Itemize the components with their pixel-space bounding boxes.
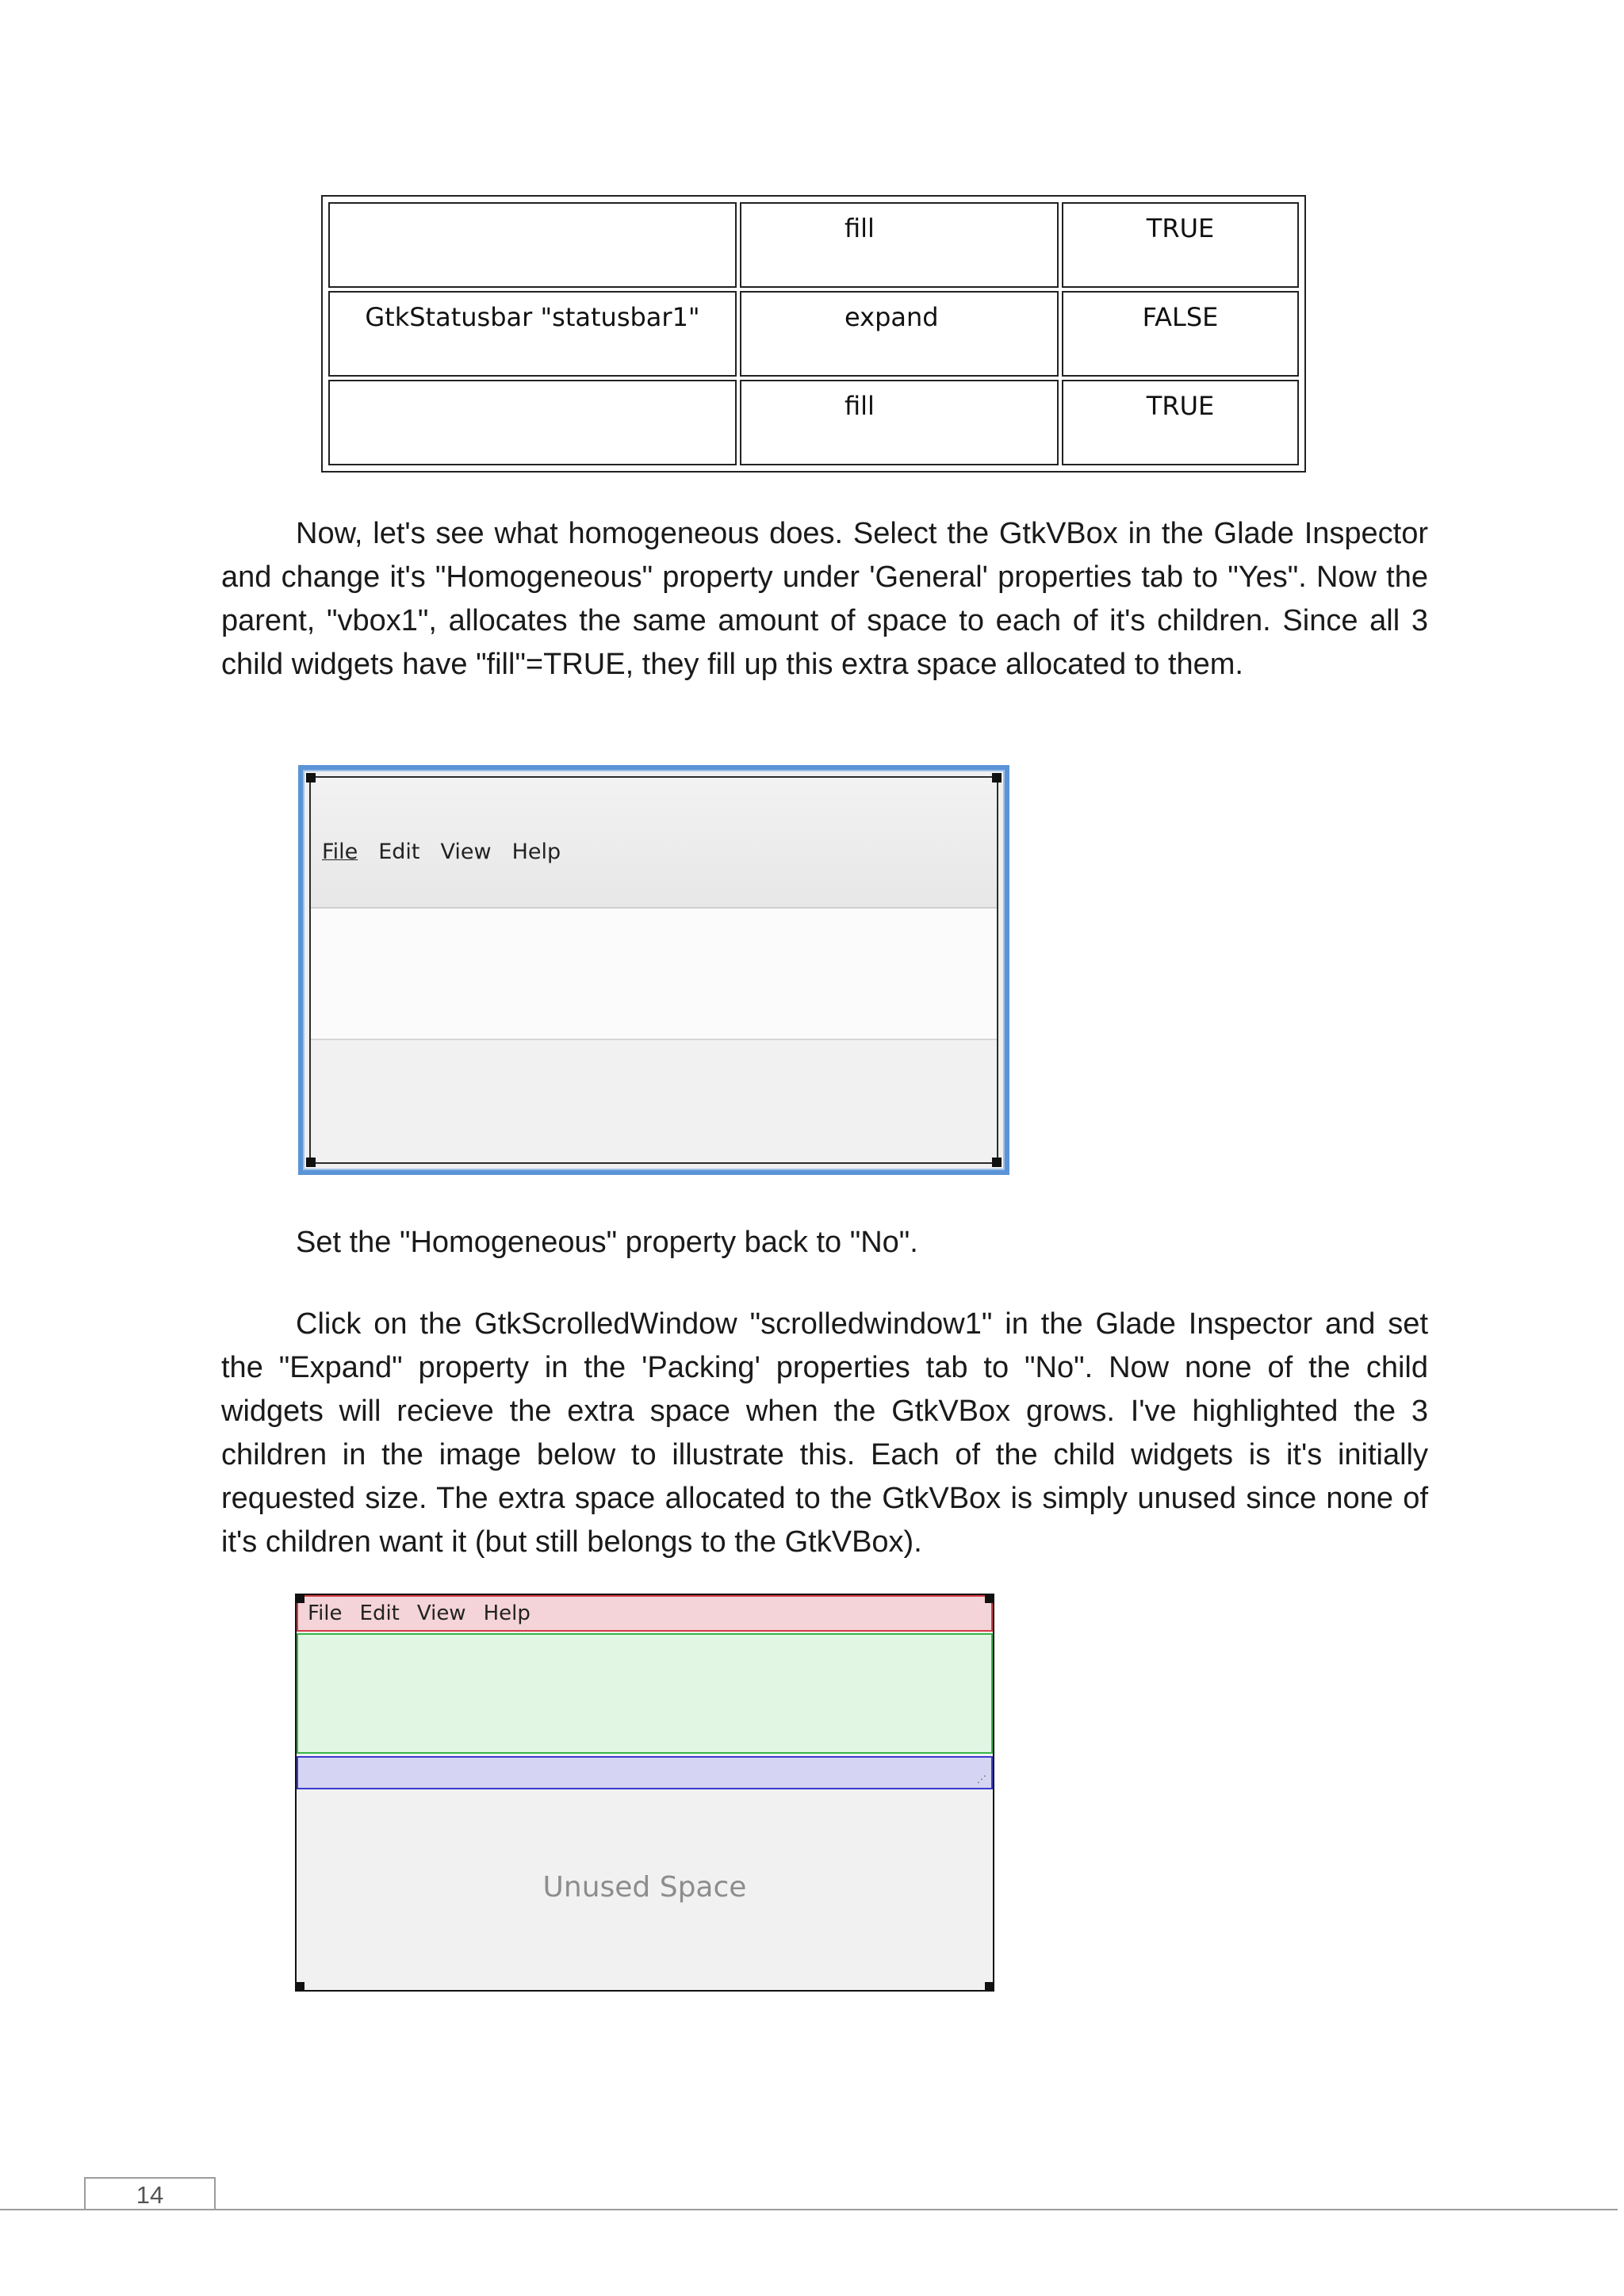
value-cell: TRUE — [1062, 380, 1299, 465]
resize-handle-icon[interactable] — [985, 1594, 994, 1603]
widget-cell — [328, 202, 737, 288]
scrolled-window-area — [311, 909, 997, 1040]
menu-items — [322, 840, 581, 864]
widget-cell — [328, 380, 737, 465]
value-cell: TRUE — [1062, 202, 1299, 288]
unused-space-label: Unused Space — [542, 1871, 747, 1904]
page-number: 14 — [84, 2177, 216, 2209]
table-row — [328, 291, 1299, 377]
menu-help[interactable]: Help — [511, 840, 561, 864]
paragraph-text: Set the "Homogeneous" property back to "No". — [296, 1226, 918, 1259]
menu-view[interactable]: View — [440, 840, 492, 864]
menubar-highlight — [297, 1595, 993, 1632]
paragraph-reset — [296, 1221, 1327, 1265]
resize-grip-icon[interactable]: ⋰ — [977, 1774, 986, 1785]
resize-handle-icon[interactable] — [295, 1982, 304, 1992]
menu-edit[interactable]: Edit — [359, 1601, 400, 1625]
paragraph-text: Click on the GtkScrolledWindow "scrolledwindow1" in the Glade Inspector and set the "Expand" property in the 'Packing' properties tab to "No". Now none of the child widgets will recieve the extra space when the GtkVBox grows. I've highlighted the 3 children in the image below to illustrate this. Each of the child widgets is it's initially requested size. The extra space allocated to the GtkVBox is simply unused since none of it's children want it (but still belongs to the GtkVBox). — [221, 1307, 1428, 1559]
table-row — [328, 380, 1299, 465]
menubar — [311, 778, 997, 909]
property-cell: fill — [740, 380, 1059, 465]
paragraph-homogeneous — [221, 512, 1428, 687]
statusbar-area — [311, 1040, 997, 1162]
paragraph-text: Now, let's see what homogeneous does. Select the GtkVBox in the Glade Inspector and change it's "Homogeneous" property under 'General' properties tab to "Yes". Now the parent, "vbox1", allocates the same amount of space to each of it's children. Since all 3 child widgets have "fill"=TRUE, they fill up this extra space allocated to them. — [221, 517, 1428, 681]
resize-handle-icon[interactable] — [295, 1594, 304, 1603]
widget-cell: GtkStatusbar "statusbar1" — [328, 291, 737, 377]
value-cell: FALSE — [1062, 291, 1299, 377]
menu-file[interactable]: File — [322, 840, 358, 864]
menu-file[interactable]: File — [308, 1601, 343, 1625]
resize-handle-icon[interactable] — [992, 773, 1002, 783]
table-row — [328, 202, 1299, 288]
statusbar-highlight — [297, 1756, 993, 1789]
menu-edit[interactable]: Edit — [378, 840, 420, 864]
property-cell: expand — [740, 291, 1059, 377]
homogeneous-window-screenshot — [298, 765, 1009, 1175]
menu-help[interactable]: Help — [483, 1601, 530, 1625]
menu-items — [308, 1601, 548, 1625]
menu-view[interactable]: View — [416, 1601, 466, 1625]
resize-handle-icon[interactable] — [992, 1158, 1002, 1167]
resize-handle-icon[interactable] — [306, 773, 316, 783]
packing-properties-table — [321, 195, 1306, 473]
footer-rule — [0, 2209, 1618, 2210]
resize-handle-icon[interactable] — [985, 1982, 994, 1992]
resize-handle-icon[interactable] — [306, 1158, 316, 1167]
highlighted-children-screenshot — [295, 1594, 994, 1992]
paragraph-expand — [221, 1303, 1428, 1564]
property-cell: fill — [740, 202, 1059, 288]
scrolled-window-highlight — [297, 1633, 993, 1754]
vbox-frame — [309, 776, 998, 1164]
